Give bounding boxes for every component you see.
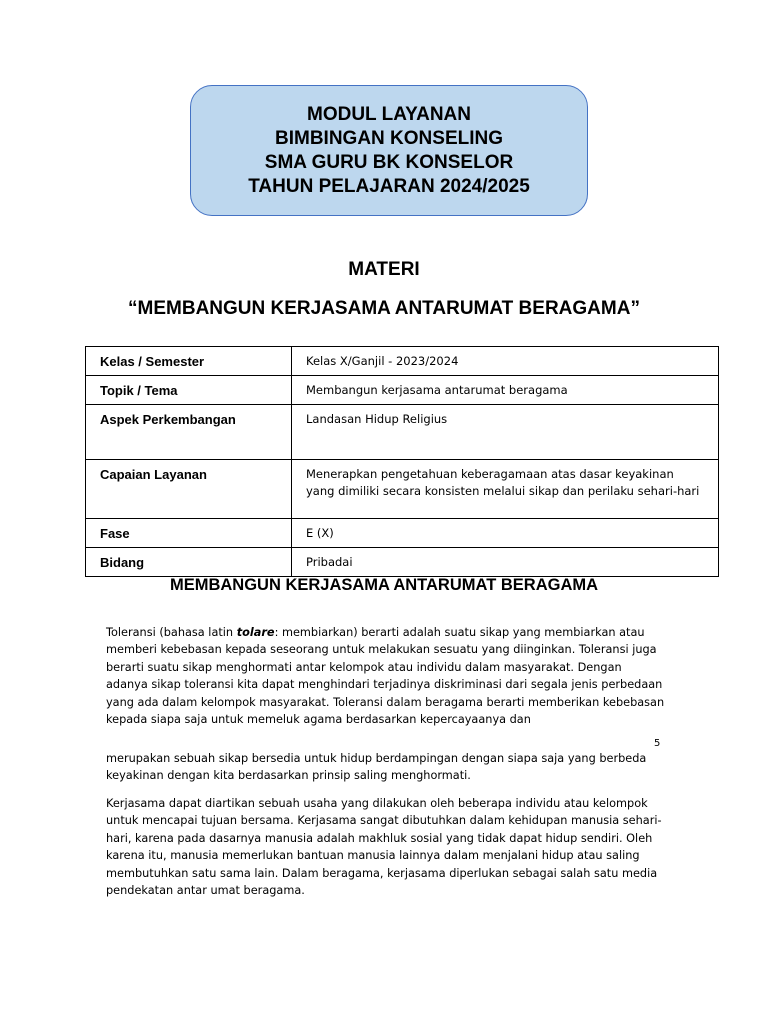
materi-heading: MATERI <box>348 259 420 280</box>
table-row <box>86 376 719 405</box>
row-label: Aspek Perkembangan <box>86 405 292 460</box>
table-row <box>86 519 719 548</box>
table-row <box>86 460 719 519</box>
info-table <box>85 346 719 577</box>
module-title-line-4: TAHUN PELAJARAN 2024/2025 <box>248 175 530 197</box>
module-title-line-3: SMA GURU BK KONSELOR <box>264 151 514 173</box>
module-title-line-1: MODUL LAYANAN <box>307 103 471 125</box>
paragraph-toleransi <box>106 624 666 728</box>
row-label: Bidang <box>86 548 292 577</box>
table-row <box>86 347 719 376</box>
row-label: Topik / Tema <box>86 376 292 405</box>
module-title-box <box>190 85 588 216</box>
row-value: Menerapkan pengetahuan keberagamaan atas dasar keyakinan yang dimiliki secara konsisten melalui sikap dan perilaku sehari-hari <box>292 460 719 519</box>
page-number: 5 <box>654 738 661 749</box>
emphasis-term: tolare <box>236 626 275 639</box>
row-label: Fase <box>86 519 292 548</box>
row-value: E (X) <box>292 519 719 548</box>
table-row <box>86 548 719 577</box>
row-value: Landasan Hidup Religius <box>292 405 719 460</box>
module-title-line-2: BIMBINGAN KONSELING <box>275 127 503 149</box>
paragraph-text: : membiarkan) berarti adalah suatu sikap yang membiarkan atau memberi kebebasan kepada seseorang untuk melakukan sesuatu yang diinginkan. Toleransi juga berarti suatu sikap menghormati antar kelompok atau individu dalam masyarakat. Dengan adanya sikap toleransi kita dapat menghindari terjadinya diskriminasi dari segala jenis perbedaan yang ada dalam kelompok masyarakat. Toleransi dalam beragama berarti memberikan kebebasan kepada siapa saja untuk memeluk agama berdasarkan kepercayaanya dan <box>106 626 665 727</box>
row-value: Membangun kerjasama antarumat beragama <box>292 376 719 405</box>
row-value: Pribadai <box>292 548 719 577</box>
paragraph-kerjasama: Kerjasama dapat diartikan sebuah usaha yang dilakukan oleh beberapa individu atau kelompok untuk mencapai tujuan bersama. Kerjasama sangat dibutuhkan dalam kehidupan manusia sehari-hari, karena pada dasarnya manusia adalah makhluk sosial yang tidak dapat hidup sendiri. Oleh karena itu, manusia memerlukan bantuan manusia lainnya dalam menjalani hidup atau saling membutuhkan satu sama lain. Dalam beragama, kerjasama diperlukan sebagai salah satu media pendekatan antar umat beragama. <box>106 797 662 898</box>
row-value: Kelas X/Ganjil - 2023/2024 <box>292 347 719 376</box>
paragraph-continuation: merupakan sebuah sikap bersedia untuk hidup berdampingan dengan siapa saja yang berbeda keyakinan dengan kita berdasarkan prinsip saling menghormati. <box>106 752 647 783</box>
table-row <box>86 405 719 460</box>
section-heading: MEMBANGUN KERJASAMA ANTARUMAT BERAGAMA <box>169 576 599 594</box>
row-label: Kelas / Semester <box>86 347 292 376</box>
materi-subtitle: “MEMBANGUN KERJASAMA ANTARUMAT BERAGAMA” <box>128 298 640 319</box>
paragraph-text: Toleransi (bahasa latin <box>106 626 237 639</box>
row-label: Capaian Layanan <box>86 460 292 519</box>
